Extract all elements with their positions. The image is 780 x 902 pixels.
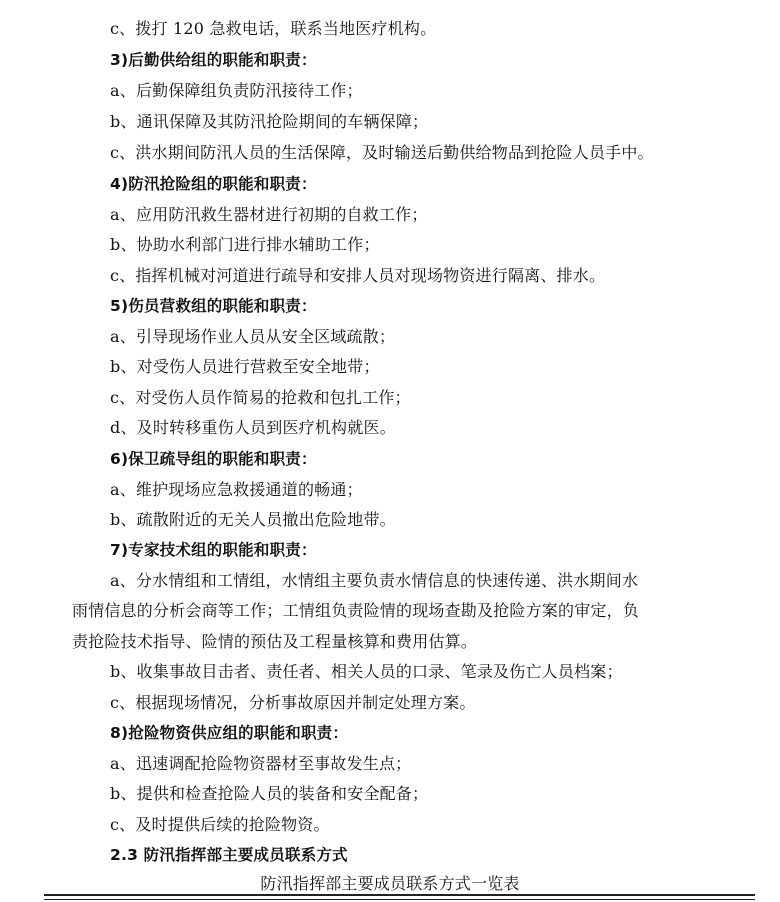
list-item: c、及时提供后续的抢险物资。 [110,815,330,834]
section-heading: 8)抢险物资供应组的职能和职责： [110,724,349,742]
list-item: a、后勤保障组负责防汛接待工作； [110,81,363,100]
list-item: b、疏散附近的无关人员撤出危险地带。 [110,510,396,529]
section-heading: 7)专家技术组的职能和职责： [110,541,317,559]
list-item: b、收集事故目击者、责任者、相关人员的口录、笔录及伤亡人员档案； [110,662,623,681]
list-item: c、拨打 120 急救电话，联系当地医疗机构。 [110,19,437,38]
list-item: c、对受伤人员作简易的抢救和包扎工作； [110,388,411,407]
list-item: c、洪水期间防汛人员的生活保障，及时输送后勤供给物品到抢险人员手中。 [110,143,654,162]
list-item: d、及时转移重伤人员到医疗机构就医。 [110,418,396,437]
table-top-border [44,894,755,896]
subsection-heading: 2.3 防汛指挥部主要成员联系方式 [110,846,348,864]
paragraph-line: a、分水情组和工情组，水情组主要负责水情信息的快速传递、洪水期间水 [110,571,639,590]
list-item: b、通讯保障及其防汛抢险期间的车辆保障； [110,112,429,131]
list-item: c、根据现场情况，分析事故原因并制定处理方案。 [110,693,476,712]
list-item: b、协助水利部门进行排水辅助工作； [110,235,380,254]
section-heading: 4)防汛抢险组的职能和职责： [110,175,317,193]
table-caption: 防汛指挥部主要成员联系方式一览表 [260,874,520,893]
paragraph-line: 责抢险技术指导、险情的预估及工程量核算和费用估算。 [72,632,478,651]
list-item: b、提供和检查抢险人员的装备和安全配备； [110,784,429,803]
list-item: b、对受伤人员进行营救至安全地带； [110,357,380,376]
list-item: c、指挥机械对河道进行疏导和安排人员对现场物资进行隔离、排水。 [110,266,606,285]
list-item: a、应用防汛救生器材进行初期的自救工作； [110,205,428,224]
list-item: a、迅速调配抢险物资器材至事故发生点； [110,754,412,773]
list-item: a、维护现场应急救援通道的畅通； [110,480,363,499]
section-heading: 3)后勤供给组的职能和职责： [110,51,317,69]
table-top-border-inner [44,899,755,900]
list-item: a、引导现场作业人员从安全区域疏散； [110,327,396,346]
paragraph-line: 雨情信息的分析会商等工作；工情组负责险情的现场查勘及抢险方案的审定，负 [72,601,640,620]
section-heading: 5)伤员营救组的职能和职责： [110,297,317,315]
section-heading: 6)保卫疏导组的职能和职责： [110,450,317,468]
